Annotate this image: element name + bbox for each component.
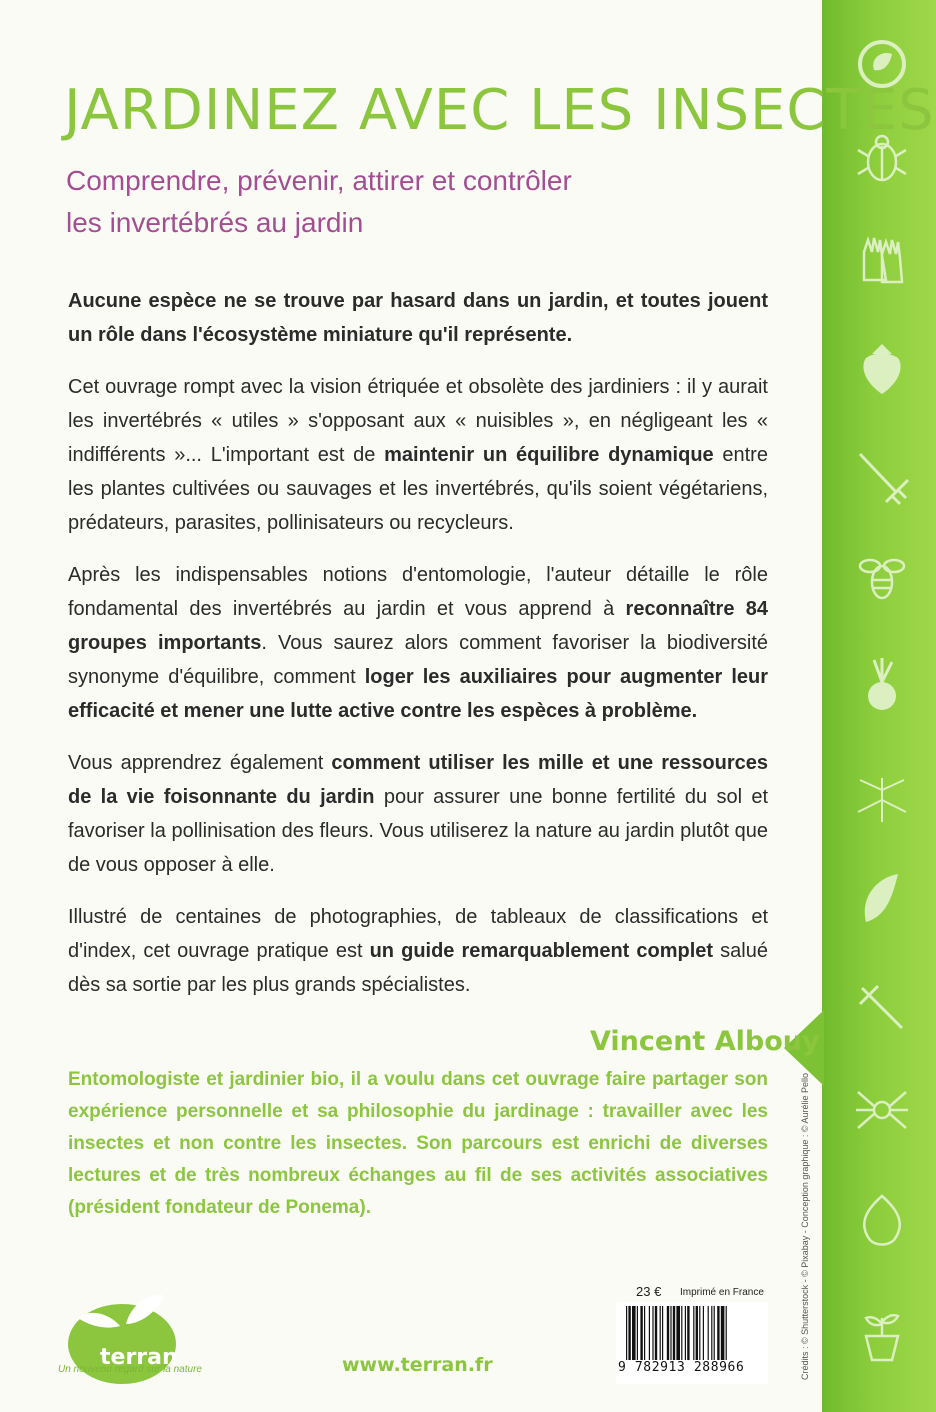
barcode-bar	[667, 1306, 669, 1360]
barcode-bar	[676, 1306, 680, 1360]
barcode-bar	[655, 1306, 657, 1360]
seedling-pot-icon	[852, 1304, 912, 1364]
author-name: Vincent Albouy	[590, 1026, 820, 1057]
price: 23 €	[636, 1284, 662, 1299]
p2-bold-2: loger les auxiliaires pour augmenter leur efficacité et mener une lutte active contre les espèces à problème.	[68, 666, 769, 722]
logo-wordmark: terran	[100, 1345, 178, 1370]
barcode-bar	[652, 1306, 653, 1360]
mosquito-icon	[852, 770, 912, 830]
p1-text-c: entre les plantes cultivées ou sauvages et les invertébrés, qu'ils soient végétariens, prédateurs, parasites, pollinisateurs ou recycleurs.	[68, 444, 768, 534]
barcode-bar	[637, 1306, 638, 1360]
p3-bold: comment utiliser les mille et une ressources de la vie foisonnante du jardin	[68, 752, 769, 808]
barcode-bar	[649, 1306, 650, 1360]
barcode-bar	[628, 1306, 630, 1360]
strawberry-icon	[852, 338, 912, 398]
p2-text-a: Après les indispensables notions d'entomologie, l'auteur détaille le rôle fondamental des invertébrés au jardin et vous apprend à	[68, 564, 768, 620]
spider-icon	[852, 1080, 912, 1140]
rake-icon	[852, 448, 912, 508]
barcode-bar	[660, 1306, 661, 1360]
barcode-bar	[714, 1306, 715, 1360]
barcode-bar	[681, 1306, 682, 1360]
p4-text-c: salué dès sa sortie par les plus grands spécialistes.	[68, 940, 768, 996]
barcode-bar	[717, 1306, 719, 1360]
author-bio: Entomologiste et jardinier bio, il a voulu dans cet ouvrage faire partager son expérience personnelle et sa philosophie du jardinage : travailler avec les insectes et non contre les insectes. Son parcours est enrichi de diverses lectures et de très nombreux échanges au fil de ses activités associatives (président fondateur de Ponema).	[68, 1069, 768, 1218]
barcode-bar	[670, 1306, 671, 1360]
subtitle-line-1: Comprendre, prévenir, attirer et contrôler	[66, 165, 572, 196]
subtitle-line-2: les invertébrés au jardin	[66, 207, 364, 238]
hoe-icon	[852, 978, 912, 1038]
barcode-bar	[703, 1306, 704, 1360]
gloves-icon	[852, 230, 912, 290]
p1-text-a: Cet ouvrage rompt avec la vision étriquée et obsolète des jardiniers : il y aurait les invertébrés « utiles » s'opposant aux « nuisibles », en négligeant les « indifférents »... L'important est de	[68, 376, 768, 466]
image-credits: Crédits : © Shutterstock - © Pixabay - Conception graphique : © Aurélie Pello	[800, 1072, 810, 1380]
p3-text-a: Vous apprendrez également	[68, 752, 332, 774]
barcode-bar	[699, 1306, 700, 1360]
barcode-bar	[726, 1306, 727, 1360]
p2-bold-1: reconnaître 84 groupes importants	[68, 598, 768, 654]
p4-bold: un guide remarquablement complet	[369, 940, 714, 962]
barcode-bar	[687, 1306, 689, 1360]
blurb	[68, 284, 768, 1020]
barcode-bar	[711, 1306, 712, 1360]
p1-bold: maintenir un équilibre dynamique	[384, 444, 714, 466]
p4-text-a: Illustré de centaines de photographies, de tableaux de classifications et d'index, cet ouvrage pratique est	[68, 906, 768, 962]
publisher-website[interactable]: www.terran.fr	[342, 1354, 493, 1376]
barcode-bar	[626, 1306, 627, 1360]
isbn-barcode	[626, 1306, 760, 1360]
paragraph-1	[68, 370, 768, 540]
barcode-bar	[662, 1306, 663, 1360]
isbn-number: 9 782913 288966	[618, 1360, 745, 1375]
barcode-bar	[721, 1306, 725, 1360]
barcode-bar	[693, 1306, 694, 1360]
p3-text-c: pour assurer une bonne fertilité du sol et favoriser la pollinisation des fleurs. Vous utiliserez la nature au jardin plutôt que de vous opposer à elle.	[68, 786, 768, 876]
barcode-bar	[640, 1306, 642, 1360]
p2-text-c: . Vous saurez alors comment favoriser la biodiversité synonyme d'équilibre, comment	[68, 632, 768, 688]
printed-in: Imprimé en France	[680, 1287, 764, 1298]
onion-icon	[852, 1190, 912, 1250]
barcode-bar	[696, 1306, 698, 1360]
publisher-tagline: Un nouveau regard sur la nature	[58, 1364, 202, 1375]
barcode-bar	[632, 1306, 636, 1360]
bee-icon	[852, 546, 912, 606]
lead-paragraph: Aucune espèce ne se trouve par hasard dans un jardin, et toutes jouent un rôle dans l'écosystème miniature qu'il représente.	[68, 290, 768, 346]
paragraph-3	[68, 746, 768, 882]
paragraph-2	[68, 558, 768, 728]
barcode-bar	[708, 1306, 709, 1360]
barcode-bar	[685, 1306, 686, 1360]
barcode-bar	[644, 1306, 645, 1360]
book-title: JARDINEZ AVEC LES INSECTES	[64, 78, 935, 143]
pea-pod-icon	[852, 868, 912, 928]
book-subtitle	[66, 160, 786, 244]
terran-logo	[60, 1278, 210, 1398]
paragraph-4	[68, 900, 768, 1002]
barcode-bar	[673, 1306, 675, 1360]
beetroot-icon	[852, 654, 912, 714]
